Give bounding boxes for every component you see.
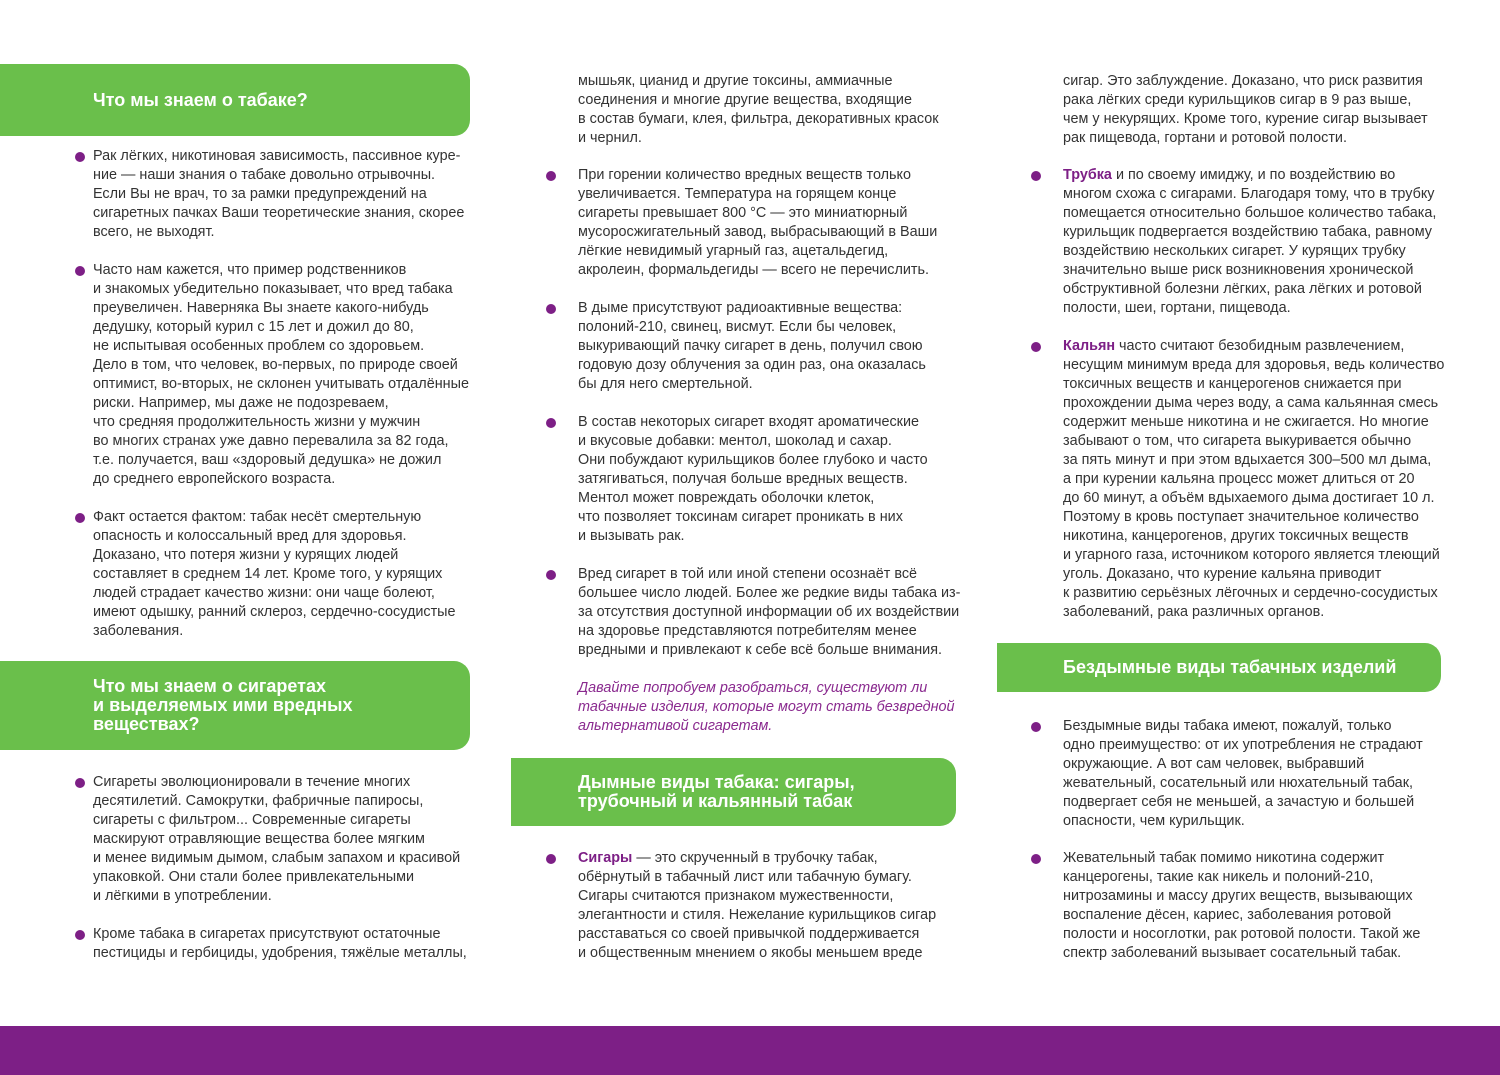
section-header-text: Что мы знаем о сигаретах и выделяемых ими вредных веществах? [93,676,353,734]
bullet-dot-icon [75,513,85,523]
bullet-item-cigars: Сигары — это скрученный в трубочку табак, обёрнутый в табачный лист или табачную бумагу. Сигары считаются признаком мужественности, элегантности и стиля. Нежелание курильщиков сигар расставаться со своей привычкой поддерживается и общественным мнением о якобы меньшем вреде [578,849,936,963]
bullet-dot-icon [546,304,556,314]
term-pipe: Трубка [1063,167,1112,183]
bullet-item: В дыме присутствуют радиоактивные вещества: полоний-210, свинец, висмут. Если бы человек, выкуривающий пачку сигарет в день, получил свою годовую дозу облучения за один раз, она оказалась бы для него смертельной. [578,299,926,394]
section-header-text: Дымные виды табака: сигары, трубочный и кальянный табак [578,772,855,811]
bullet-dot-icon [546,171,556,181]
bullet-dot-icon [546,418,556,428]
bullet-item-hookah: Кальян часто считают безобидным развлечением, несущим минимум вреда для здоровья, ведь количество токсичных веществ и канцерогенов снижается при прохождении дыма через воду, а сама кальянная смесь содержит меньше никотина и не сжигается. Но многие забывают о том, что сигарета выкуривается обычно за пять минут и при этом вдыхается 300–500 мл дыма, а при курении кальяна процесс может длиться от 20 до 60 минут, а объём вдыхаемого дыма достигает 10 л. Поэтому в кровь поступает значительное количество никотина, канцерогенов, других токсичных веществ и угарного газа, источником которого является тлеющий уголь. Доказано, что курение кальяна приводит к развитию серьёзных лёгочных и сердечно-сосудистых заболеваний, рака различных органов. [1063,337,1444,622]
bullet-item: Сигареты эволюционировали в течение многих десятилетий. Самокрутки, фабричные папиросы, сигареты с фильтром... Современные сигареты маскируют отравляющие вещества более мягким и менее видимым дымом, слабым запахом и красивой упаковкой. Они стали более привлекательными и лёгкими в употреблении. [93,773,460,906]
italic-note: Давайте попробуем разобраться, существуют ли табачные изделия, которые могут стать безвредной альтернативой сигаретам. [578,680,955,734]
section-header-text: Что мы знаем о табаке? [93,89,308,110]
section-header-cigarettes [0,661,470,750]
section-header-smokeless [997,643,1441,692]
bullet-item: Бездымные виды табака имеют, пожалуй, только одно преимущество: от их употребления не страдают окружающие. А вот сам человек, выбравший жевательный, сосательный или нюхательный табак, подвергает себя не меньшей, а зачастую и большей опасности, чем курильщик. [1063,717,1423,831]
section-header-smoke-tobacco [511,758,956,826]
section-header-text: Бездымные виды табачных изделий [1063,657,1397,677]
bullet-item: Жевательный табак помимо никотина содержит канцерогены, такие как никель и полоний-210, нитрозамины и массу других веществ, вызывающих воспаление дёсен, кариес, заболевания ротовой полости и носоглотки, рак ротовой полости. Такой же спектр заболеваний вызывает сосательный табак. [1063,849,1420,963]
bullet-dot-icon [1031,722,1041,732]
bullet-item: В состав некоторых сигарет входят ароматические и вкусовые добавки: ментол, шоколад и сахар. Они побуждают курильщиков более глубоко и часто затягиваться, получая больше вредных веществ. Ментол может повреждать оболочки клеток, что позволяет токсинам сигарет проникать в них и вызывать рак. [578,413,928,546]
bullet-dot-icon [1031,854,1041,864]
bullet-item: Вред сигарет в той или иной степени осознаёт всё большее число людей. Более же редкие виды табака из- за отсутствия доступной информации об их воздействии на здоровье представляются потребителям менее вредными и привлекают к себе всё больше внимания. [578,565,960,660]
bullet-item: Часто нам кажется, что пример родственников и знакомых убедительно показывает, что вред табака преувеличен. Наверняка Вы знаете какого-нибудь дедушку, который курил с 15 лет и дожил до 80, не испытывая особенных проблем со здоровьем. Дело в том, что человек, во-первых, по природе своей оптимист, во-вторых, не склонен учитывать отдалённые риски. Например, мы даже не подозреваем, что средняя продолжительность жизни у мужчин во многих странах уже давно перевалила за 82 года, т.е. получается, ваш «здоровый дедушка» не дожил до среднего европейского возраста. [93,261,469,489]
bullet-dot-icon [546,854,556,864]
bullet-dot-icon [75,930,85,940]
continuation-text: сигар. Это заблуждение. Доказано, что риск развития рака лёгких среди курильщиков сигар в 9 раз выше, чем у некурящих. Кроме того, курение сигар вызывает рак пищевода, гортани и ротовой полости. [1063,73,1428,146]
bullet-dot-icon [1031,342,1041,352]
bullet-item: Рак лёгких, никотиновая зависимость, пассивное куре- ние — наши знания о табаке довольно отрывочны. Если Вы не врач, то за рамки предупреждений на сигаретных пачках Ваши теоретические знания, скорее всего, не выходят. [93,147,464,242]
bullet-item: При горении количество вредных веществ только увеличивается. Температура на горящем конце сигареты превышает 800 °С — это миниатюрный мусоросжигательный завод, выбрасывающий в Ваши лёгкие невидимый угарный газ, ацетальдегид, акролеин, формальдегиды — всего не перечислить. [578,166,937,280]
footer-bar [0,1026,1500,1075]
bullet-dot-icon [75,266,85,276]
bullet-dot-icon [75,778,85,788]
term-hookah: Кальян [1063,338,1116,354]
continuation-text: мышьяк, цианид и другие токсины, аммиачные соединения и многие другие вещества, входящие в состав бумаги, клея, фильтра, декоративных красок и чернил. [578,73,939,146]
bullet-dot-icon [1031,171,1041,181]
section-header-tobacco [0,64,470,136]
bullet-dot-icon [546,570,556,580]
bullet-item: Факт остается фактом: табак несёт смертельную опасность и колоссальный вред для здоровья. Доказано, что потеря жизни у курящих людей составляет в среднем 14 лет. Кроме того, у курящих людей страдает качество жизни: они чаще болеют, имеют одышку, ранний склероз, сердечно-сосудистые заболевания. [93,508,456,641]
term-cigars: Сигары [578,850,633,866]
bullet-item: Кроме табака в сигаретах присутствуют остаточные пестициды и гербициды, удобрения, тяжёлые металлы, [93,925,467,963]
bullet-dot-icon [75,152,85,162]
bullet-item-pipe: Трубка и по своему имиджу, и по воздействию во многом схожа с сигарами. Благодаря тому, что в трубку помещается относительно большое количество табака, курильщик подвергается воздействию табака, равному воздействию нескольких сигарет. У курящих трубку значительно выше риск возникновения хронической обструктивной болезни лёгких, рака лёгких и ротовой полости, шеи, гортани, пищевода. [1063,166,1436,318]
